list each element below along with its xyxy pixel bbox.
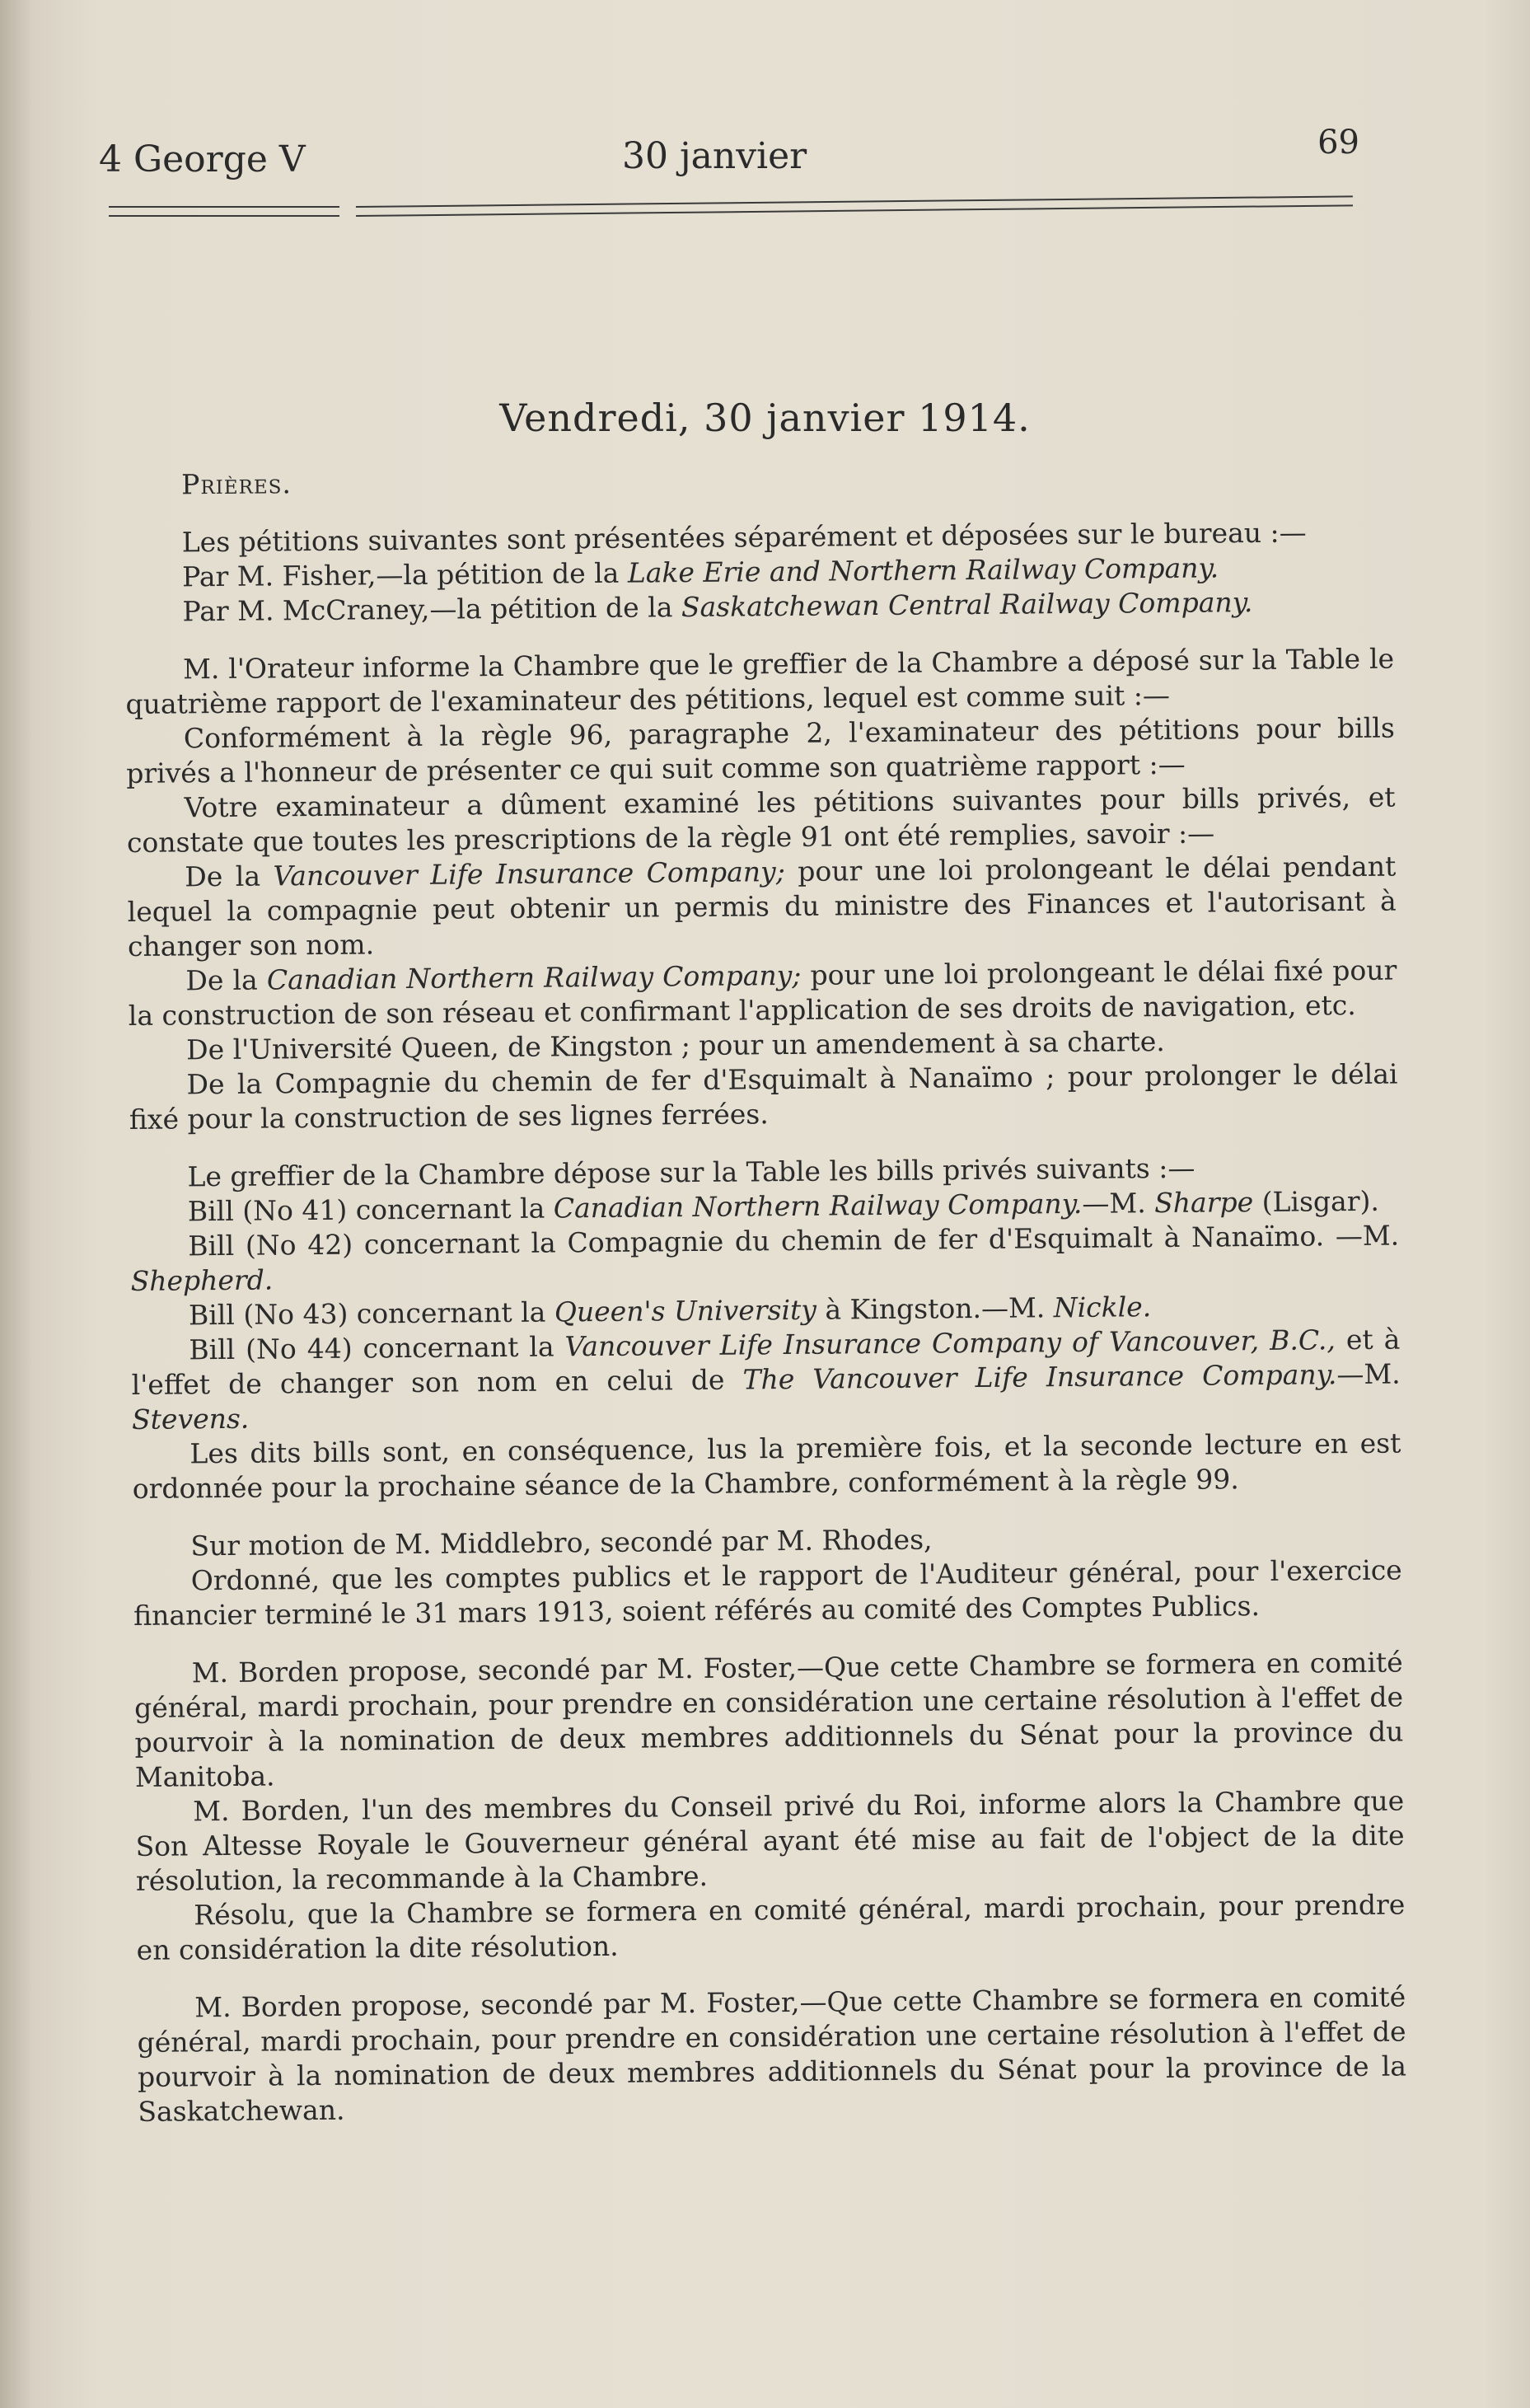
borden-saskatchewan-propose: M. Borden propose, secondé par M. Foster,—Que cette Chambre se formera en comité général, mardi prochain, pour prendre en considération une certaine résolution à l'effet de pourvoir à la nomination de deux membres additionnels du Sénat pour la province de la Saskatchewan. xyxy=(137,1980,1407,2128)
bill-44 xyxy=(131,1323,1401,1437)
middlebro-motion: Sur motion de M. Middlebro, secondé par M. Rhodes, xyxy=(190,1523,933,1562)
bill-43-member: Nickle. xyxy=(1053,1291,1152,1324)
bill-44-prefix: Bill (No 44) concernant la xyxy=(189,1330,565,1366)
rapport-item-queen: De l'Université Queen, de Kingston ; pour un amendement à sa charte. xyxy=(185,1024,1165,1066)
header-rule-right xyxy=(356,195,1353,217)
middlebro-ordonne: Ordonné, que les comptes publics et le rapport de l'Auditeur général, pour l'exercice financier terminé le 31 mars 1913, soient référés au comité des Comptes Publics. xyxy=(133,1553,1402,1632)
bills-intro: Le greffier de la Chambre dépose sur la Table les bills privés suivants :— xyxy=(187,1151,1195,1193)
bills-conclusion: Les dits bills sont, en conséquence, lus la première fois, et la seconde lecture en est ordonnée pour la prochaine séance de la Chambre, conformément à la règle 99. xyxy=(132,1427,1401,1505)
header-date: 30 janvier xyxy=(622,135,807,177)
bill-41-suffix: (Lisgar). xyxy=(1252,1184,1380,1219)
rapport-item2-rest: pour une loi prolongeant le délai fixé pour la construction de son réseau et confirmant l'application de ses droits de navigation, etc. xyxy=(128,953,1397,1032)
header-rule-left xyxy=(109,206,339,217)
petition-mccraney-company: Saskatchewan Central Railway Company. xyxy=(681,586,1253,624)
bill-41-member: Sharpe xyxy=(1154,1186,1254,1220)
bill-44-company: Vancouver Life Insurance Company of Vancouver, B.C., xyxy=(564,1323,1336,1363)
page-header xyxy=(99,124,1359,190)
rapport-item2-prefix: De la xyxy=(185,963,268,997)
bill-42 xyxy=(130,1219,1400,1299)
bill-44-newname: The Vancouver Life Insurance Company. xyxy=(742,1358,1337,1396)
page-number: 69 xyxy=(1317,124,1359,162)
rapport-item2-company: Canadian Northern Railway Company; xyxy=(266,958,802,996)
petitions-intro: Les pétitions suivantes sont présentées séparément et déposées sur le bureau :— xyxy=(181,516,1307,559)
bill-44-mid: et à l'effet de changer son nom en celui de xyxy=(131,1323,1401,1401)
bill-43-mid: à Kingston.—M. xyxy=(816,1291,1054,1326)
bill-42-member: Shepherd. xyxy=(130,1263,274,1297)
bill-42-text: Bill (No 42) concernant la Compagnie du chemin de fer d'Esquimalt à Nanaïmo. —M. xyxy=(188,1219,1400,1263)
bill-44-member: Stevens. xyxy=(131,1402,250,1436)
borden-manitoba-propose: M. Borden propose, secondé par M. Foster,—Que cette Chambre se formera en comité général, mardi prochain, pour prendre en considération une certaine résolution à l'effet de pourvoir à la nomination de deux membres additionnels du Sénat pour la province du Manitoba. xyxy=(133,1646,1404,1793)
page-title: Vendredi, 30 janvier 1914. xyxy=(499,396,1031,440)
bill-41-prefix: Bill (No 41) concernant la xyxy=(187,1192,554,1228)
petition-mccraney-prefix: Par M. McCraney,—la pétition de la xyxy=(182,591,682,628)
prieres-heading: Prières. xyxy=(181,467,292,501)
rapport-conformement: Conformément à la règle 96, paragraphe 2, l'examinateur des pétitions pour bills privés a l'honneur de présenter ce qui suit comme son quatrième rapport :— xyxy=(126,711,1395,789)
rapport-item-vancouver xyxy=(127,850,1397,964)
rapport-item-canadian-northern xyxy=(128,953,1397,1033)
bill-43-prefix: Bill (No 43) concernant la xyxy=(188,1295,555,1332)
bill-43-company: Queen's University xyxy=(554,1293,817,1328)
document-body xyxy=(124,457,1407,2129)
rapport-item1-prefix: De la xyxy=(185,860,274,893)
borden-informe: M. Borden, l'un des membres du Conseil privé du Roi, informe alors la Chambre que Son Altesse Royale le Gouverneur général ayant été mise au fait de l'object de la dite résolution, la recommande à la Chambre. xyxy=(135,1784,1405,1897)
bill-41-dash: —M. xyxy=(1082,1187,1155,1220)
petition-fisher-prefix: Par M. Fisher,—la pétition de la xyxy=(181,556,629,593)
rapport-item1-rest: pour une loi prolongeant le délai pendant lequel la compagnie peut obtenir un permis du ministre des Finances et l'autorisant à changer son nom. xyxy=(127,850,1397,963)
rapport-votre: Votre examinateur a dûment examiné les pétitions suivantes pour bills privés, et constate que toutes les prescriptions de la règle 91 ont été remplies, savoir :— xyxy=(126,780,1396,859)
header-regnal-year: 4 George V xyxy=(99,138,306,180)
rapport-item1-company: Vancouver Life Insurance Company; xyxy=(273,855,786,892)
bill-41-company: Canadian Northern Railway Company. xyxy=(553,1187,1083,1225)
bill-44-dash: —M. xyxy=(1336,1357,1401,1391)
rapport-orateur: M. l'Orateur informe la Chambre que le greffier de la Chambre a déposé sur la Table le quatrième rapport de l'examinateur des pétitions, lequel est comme suit :— xyxy=(125,642,1395,720)
borden-resolu: Résolu, que la Chambre se formera en comité général, mardi prochain, pour prendre en considération la dite résolution. xyxy=(136,1888,1406,1966)
rapport-item-esquimalt: De la Compagnie du chemin de fer d'Esquimalt à Nanaïmo ; pour prolonger le délai fixé pour la construction de ses lignes ferrées. xyxy=(129,1057,1398,1136)
petition-fisher-company: Lake Erie and Northern Railway Company. xyxy=(627,551,1219,589)
